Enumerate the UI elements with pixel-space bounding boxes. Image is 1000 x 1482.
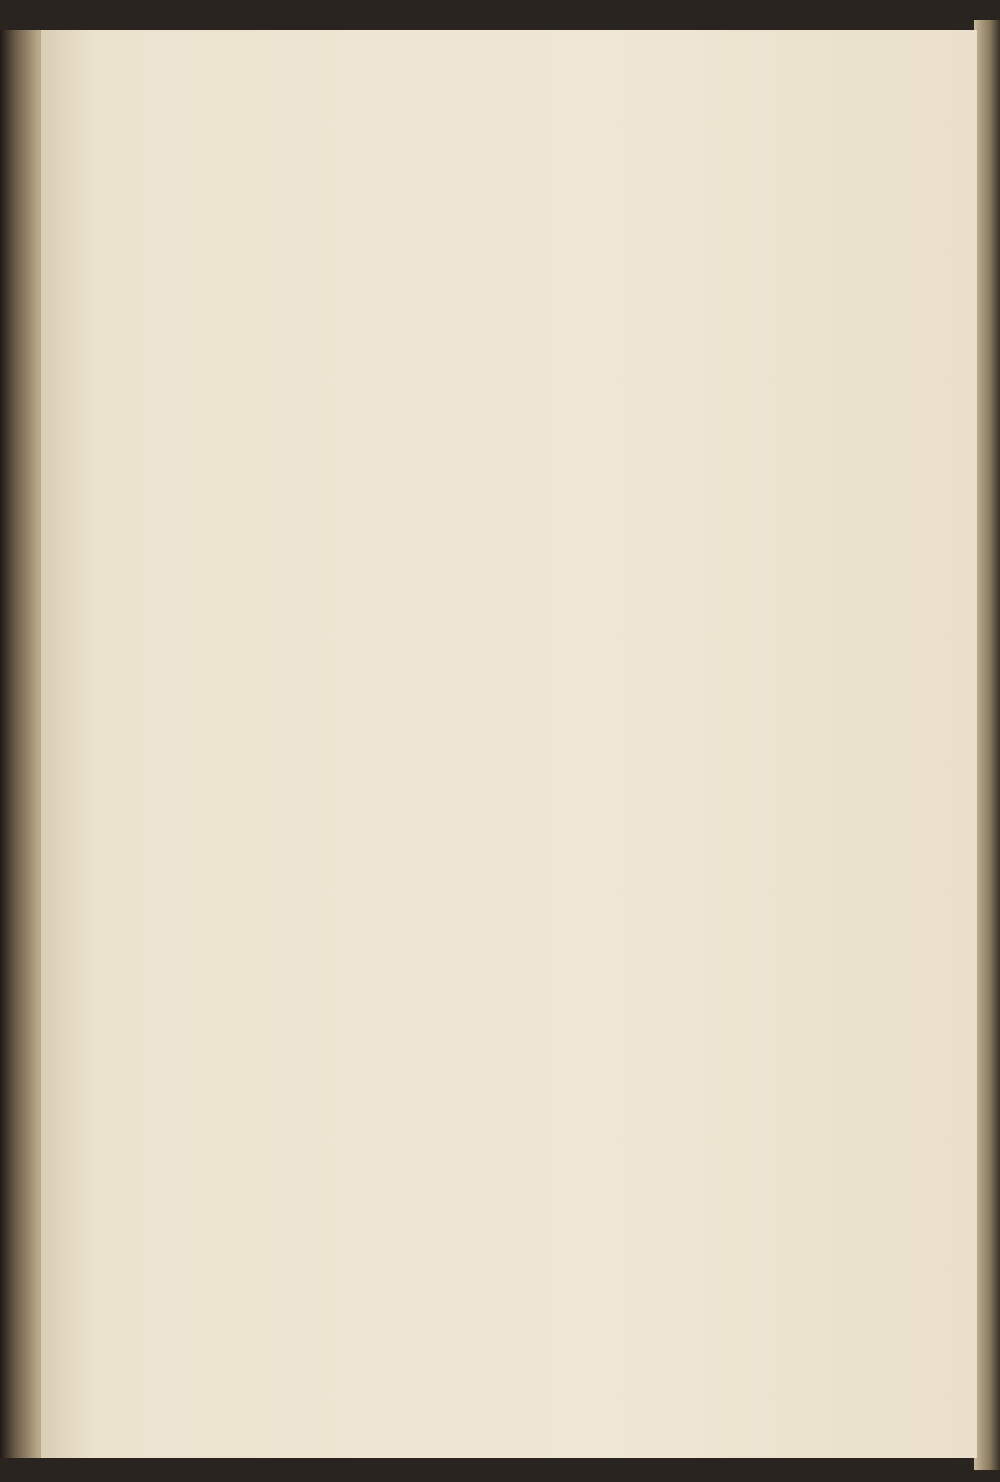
book-gutter-edge xyxy=(0,30,38,1458)
funding-footer xyxy=(982,1464,992,1478)
book-page xyxy=(38,30,977,1458)
book-fore-edge xyxy=(974,20,1000,1470)
